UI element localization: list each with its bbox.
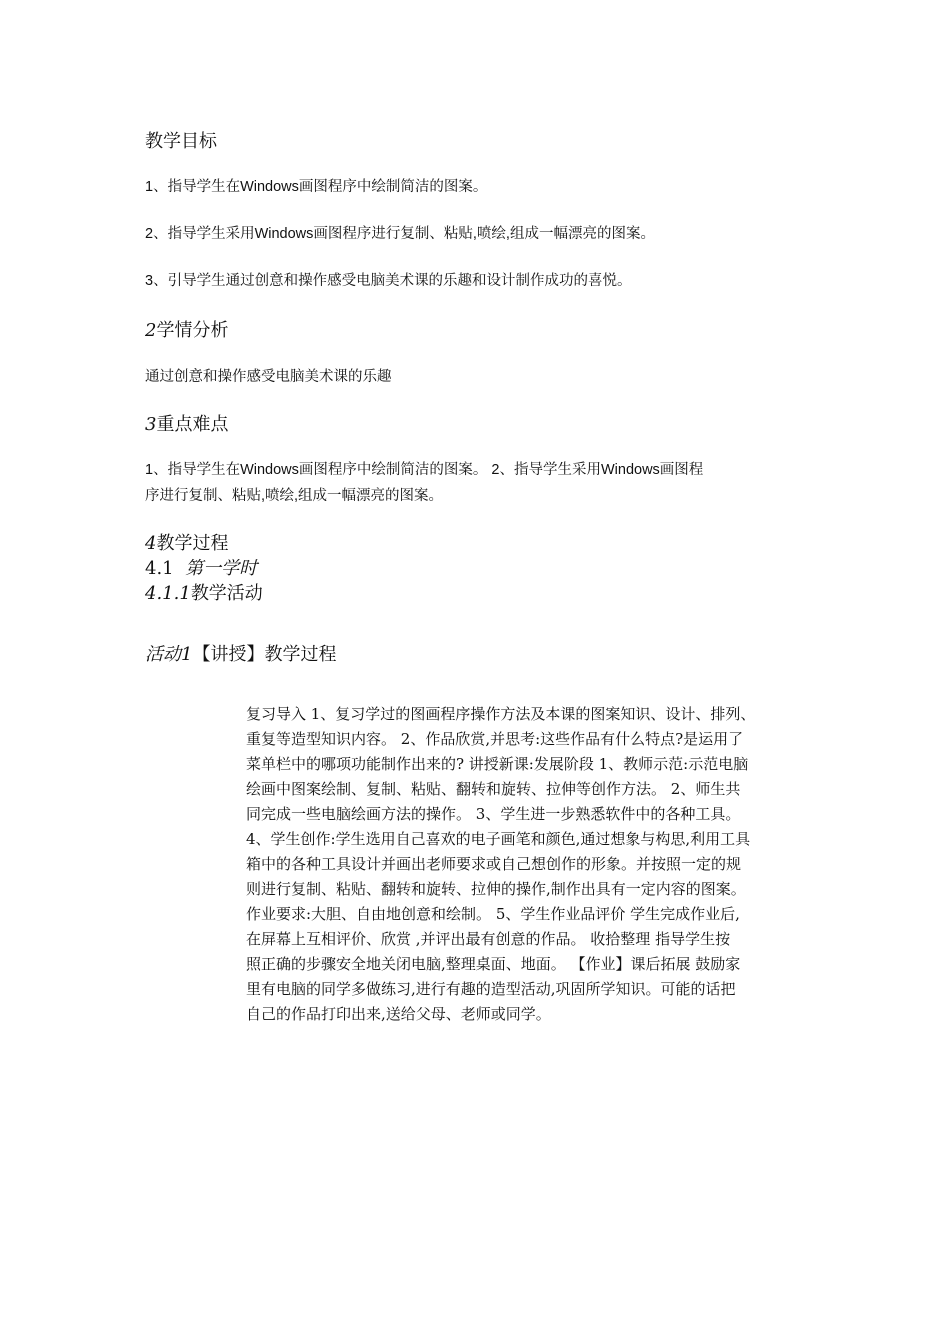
body-line: 在屏幕上互相评价、欣赏 ,并评出最有创意的作品。 收拾整理 指导学生按 bbox=[246, 930, 731, 948]
section-title: 教学活动 bbox=[190, 583, 263, 604]
body-line: 箱中的各种工具设计并画出老师要求或自己想创作的形象。并按照一定的规 bbox=[246, 855, 742, 873]
body-line: 照正确的步骤安全地关闭电脑,整理桌面、地面。 【作业】课后拓展 鼓励家 bbox=[246, 955, 741, 973]
key-points-line-2: 序进行复制、粘贴,喷绘,组成一幅漂亮的图案。 bbox=[145, 488, 444, 504]
activity-title: 【讲授】教学过程 bbox=[192, 644, 337, 665]
section-number: 2 bbox=[145, 320, 157, 341]
section-number: 4.1.1 bbox=[145, 583, 191, 604]
activity-heading bbox=[145, 640, 336, 666]
body-line: 重复等造型知识内容。 2、作品欣赏,并思考:这些作品有什么特点?是运用了 bbox=[246, 730, 744, 748]
goal-3: 3、引导学生通过创意和操作感受电脑美术课的乐趣和设计制作成功的喜悦。 bbox=[145, 273, 632, 289]
body-line: 里有电脑的同学多做练习,进行有趣的造型活动,巩固所学知识。可能的话把 bbox=[246, 980, 736, 998]
activity-body bbox=[246, 702, 755, 1027]
heading-student-analysis bbox=[145, 316, 228, 342]
section-title: 第一学时 bbox=[185, 558, 258, 579]
body-line: 自己的作品打印出来,送给父母、老师或同学。 bbox=[246, 1005, 551, 1023]
body-line: 作业要求:大胆、自由地创意和绘制。 5、学生作业品评价 学生完成作业后, bbox=[246, 905, 740, 923]
activity-label: 活动1 bbox=[145, 644, 193, 665]
body-line: 复习导入 1、复习学过的图画程序操作方法及本课的图案知识、设计、排列、 bbox=[246, 705, 756, 723]
heading-teaching-goals: 教学目标 bbox=[145, 131, 217, 152]
section-title: 学情分析 bbox=[156, 320, 229, 341]
heading-key-points bbox=[145, 410, 228, 436]
key-points-line-1: 1、指导学生在Windows画图程序中绘制简洁的图案。 2、指导学生采用Windows画图程 bbox=[145, 462, 704, 478]
body-line: 4、学生创作:学生选用自己喜欢的电子画笔和颜色,通过想象与构思,利用工具 bbox=[246, 830, 751, 848]
student-analysis-text: 通过创意和操作感受电脑美术课的乐趣 bbox=[145, 369, 392, 385]
heading-teaching-activity bbox=[145, 579, 263, 605]
goal-1: 1、指导学生在Windows画图程序中绘制简洁的图案。 bbox=[145, 179, 488, 195]
section-number: 4.1 bbox=[145, 558, 174, 579]
section-number: 3 bbox=[145, 414, 157, 435]
body-line: 菜单栏中的哪项功能制作出来的? 讲授新课:发展阶段 1、教师示范:示范电脑 bbox=[246, 755, 749, 773]
body-line: 则进行复制、粘贴、翻转和旋转、拉伸的操作,制作出具有一定内容的图案。 bbox=[246, 880, 746, 898]
body-line: 绘画中图案绘制、复制、粘贴、翻转和旋转、拉伸等创作方法。 2、师生共 bbox=[246, 780, 741, 798]
body-line: 同完成一些电脑绘画方法的操作。 3、学生进一步熟悉软件中的各种工具。 bbox=[246, 805, 741, 823]
goal-2: 2、指导学生采用Windows画图程序进行复制、粘贴,喷绘,组成一幅漂亮的图案。 bbox=[145, 226, 655, 242]
heading-teaching-process bbox=[145, 529, 228, 555]
section-number: 4 bbox=[145, 533, 157, 554]
section-title: 重点难点 bbox=[156, 414, 229, 435]
heading-first-period bbox=[145, 554, 257, 580]
section-title: 教学过程 bbox=[156, 533, 229, 554]
